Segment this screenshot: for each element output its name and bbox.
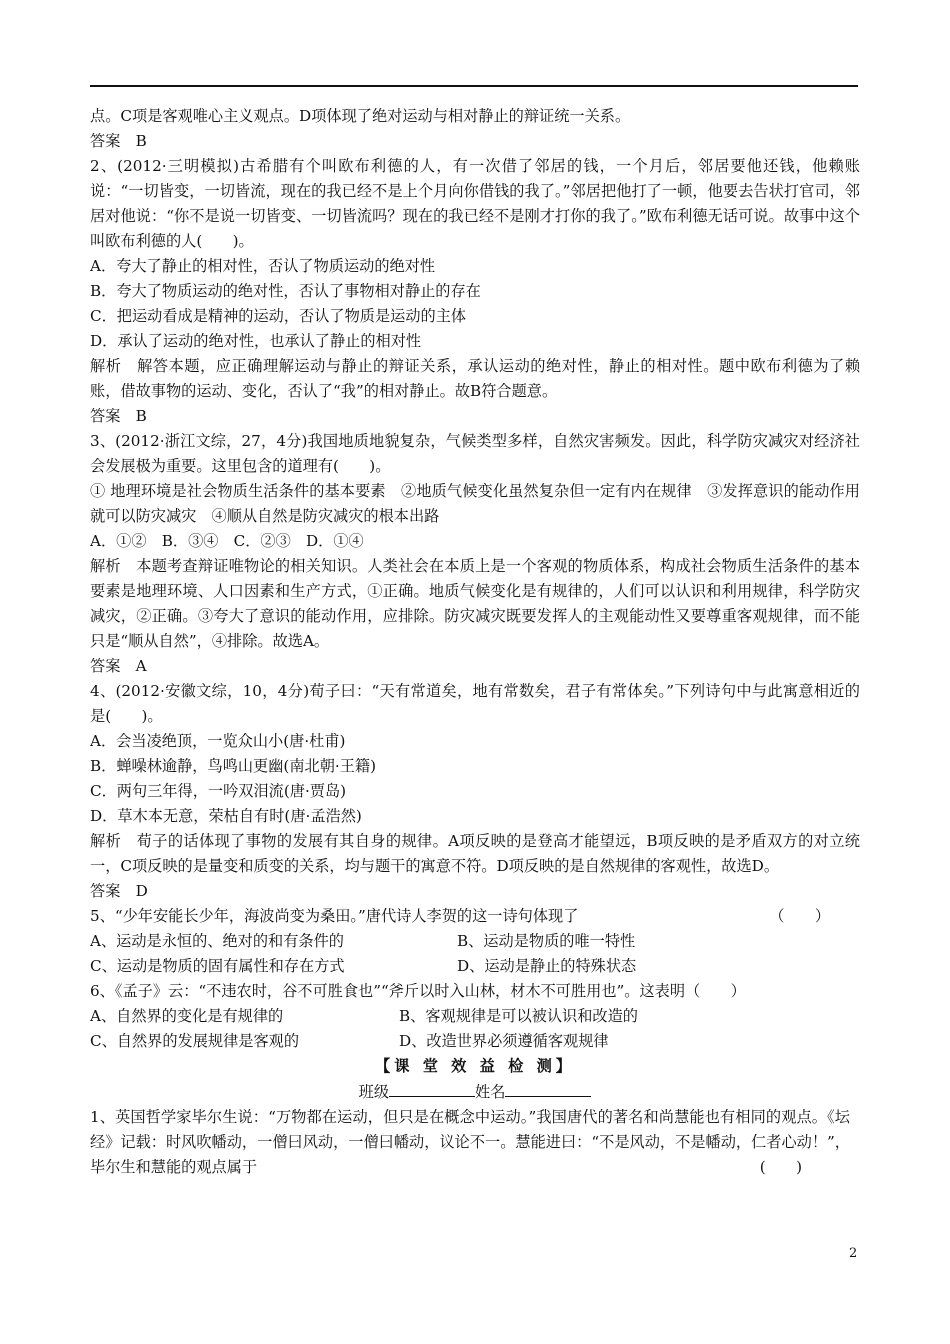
question-1 bbox=[90, 1105, 860, 1180]
answer-line: 答案 A bbox=[90, 657, 147, 675]
question-6: 6、《孟子》云：“不违农时，谷不可胜食也”“斧斤以时入山林，材木不可胜用也”。这表明（ ） bbox=[90, 982, 746, 1000]
answer-line: 答案 D bbox=[90, 882, 148, 900]
question-4: 4、(2012·安徽文综，10，4分)荀子曰：“天有常道矣，地有常数矣，君子有常体矣。”下列诗句中与此寓意相近的是( )。 bbox=[90, 682, 860, 725]
name-label: 姓名 bbox=[475, 1083, 506, 1101]
option-c: C．两句三年得，一吟双泪流(唐·贾岛) bbox=[90, 782, 347, 800]
option-c: C、自然界的发展规律是客观的 bbox=[90, 1032, 300, 1050]
analysis-2: 解析 解答本题，应正确理解运动与静止的辩证关系，承认运动的绝对性，静止的相对性。题中欧布利德为了赖账，借故事物的运动、变化，否认了“我”的相对静止。故B符合题意。 bbox=[90, 357, 860, 400]
class-label: 班级 bbox=[358, 1083, 389, 1101]
document-body bbox=[90, 104, 860, 1180]
class-blank[interactable] bbox=[389, 1079, 475, 1097]
analysis-3: 解析 本题考查辩证唯物论的相关知识。人类社会在本质上是一个客观的物质体系，构成社会物质生活条件的基本要素是地理环境、人口因素和生产方式，①正确。地质气候变化是有规律的，人们可以认识和利用规律，科学防灾减灾，②正确。③夸大了意识的能动作用，应排除。防灾减灾既要发挥人的主观能动性又要尊重客观规律，而不能只是“顺从自然”，④排除。故选A。 bbox=[90, 557, 860, 650]
option-b: B、运动是物质的唯一特性 bbox=[457, 932, 636, 950]
question-3: 3、(2012·浙江文综，27，4分)我国地质地貌复杂，气候类型多样，自然灾害频发。因此，科学防灾减灾对经济社会发展极为重要。这里包含的道理有( )。 bbox=[90, 432, 860, 475]
option-a: A、自然界的变化是有规律的 bbox=[90, 1007, 284, 1025]
option-b: B、客观规律是可以被认识和改造的 bbox=[399, 1007, 638, 1025]
statements-3: ① 地理环境是社会物质生活条件的基本要素 ②地质气候变化虽然复杂但一定有内在规律 ③发挥意识的能动作用就可以防灾减灾 ④顺从自然是防灾减灾的根本出路 bbox=[90, 482, 860, 525]
option-a: A、运动是永恒的、绝对的和有条件的 bbox=[90, 932, 344, 950]
options-3: A．①② B．③④ C．②③ D．①④ bbox=[90, 532, 364, 550]
option-d: D、改造世界必须遵循客观规律 bbox=[399, 1032, 609, 1050]
analysis-4: 解析 荀子的话体现了事物的发展有其自身的规律。A项反映的是登高才能望远，B项反映的是矛盾双方的对立统一，C项反映的是量变和质变的关系，均与题干的寓意不符。D项反映的是自然规律的客观性，故选D。 bbox=[90, 832, 860, 875]
class-name-line bbox=[90, 1079, 860, 1105]
header-rule bbox=[90, 85, 858, 87]
page-number: 2 bbox=[849, 1246, 858, 1261]
options-row bbox=[90, 954, 860, 979]
options-row bbox=[90, 1004, 860, 1029]
options-row bbox=[90, 1029, 860, 1054]
question-1-text: 1、英国哲学家毕尔生说：“万物都在运动，但只是在概念中运动。”我国唐代的著名和尚慧能也有相同的观点。《坛经》记载：时风吹幡动，一僧曰风动，一僧曰幡动，议论不一。慧能进曰：“不是风动，不是幡动，仁者心动！”，毕尔生和慧能的观点属于 bbox=[90, 1108, 850, 1176]
question-2: 2、(2012·三明模拟)古希腊有个叫欧布利德的人，有一次借了邻居的钱，一个月后，邻居要他还钱，他赖账说：“一切皆变，一切皆流，现在的我已经不是上个月向你借钱的我了。”邻居把他打了一顿，他要去告状打官司，邻居对他说：“你不是说一切皆变、一切皆流吗？现在的我已经不是刚才打你的我了。”欧布利德无话可说。故事中这个叫欧布利德的人( )。 bbox=[90, 157, 860, 250]
options-row bbox=[90, 929, 860, 954]
answer-blank: ( ) bbox=[759, 1158, 802, 1176]
answer-line: 答案 B bbox=[90, 407, 147, 425]
section-title: 【课 堂 效 益 检 测】 bbox=[375, 1057, 575, 1075]
option-d: D．草木本无意，荣枯自有时(唐·孟浩然) bbox=[90, 807, 362, 825]
text-line: 点。C项是客观唯心主义观点。D项体现了绝对运动与相对静止的辩证统一关系。 bbox=[90, 107, 631, 125]
option-a: A．会当凌绝顶，一览众山小(唐·杜甫) bbox=[90, 732, 346, 750]
answer-blank: （ ） bbox=[769, 907, 830, 925]
option-c: C．把运动看成是精神的运动，否认了物质是运动的主体 bbox=[90, 307, 467, 325]
name-blank[interactable] bbox=[505, 1079, 591, 1097]
answer-line: 答案 B bbox=[90, 132, 147, 150]
option-d: D、运动是静止的特殊状态 bbox=[457, 957, 637, 975]
question-5 bbox=[90, 904, 860, 929]
option-a: A．夸大了静止的相对性，否认了物质运动的绝对性 bbox=[90, 257, 436, 275]
question-5-text: 5、“少年安能长少年，海波尚变为桑田。”唐代诗人李贺的这一诗句体现了 bbox=[90, 907, 579, 925]
option-b: B．夸大了物质运动的绝对性，否认了事物相对静止的存在 bbox=[90, 282, 481, 300]
option-b: B．蝉噪林逾静，鸟鸣山更幽(南北朝·王籍) bbox=[90, 757, 377, 775]
option-c: C、运动是物质的固有属性和存在方式 bbox=[90, 957, 345, 975]
option-d: D．承认了运动的绝对性，也承认了静止的相对性 bbox=[90, 332, 422, 350]
